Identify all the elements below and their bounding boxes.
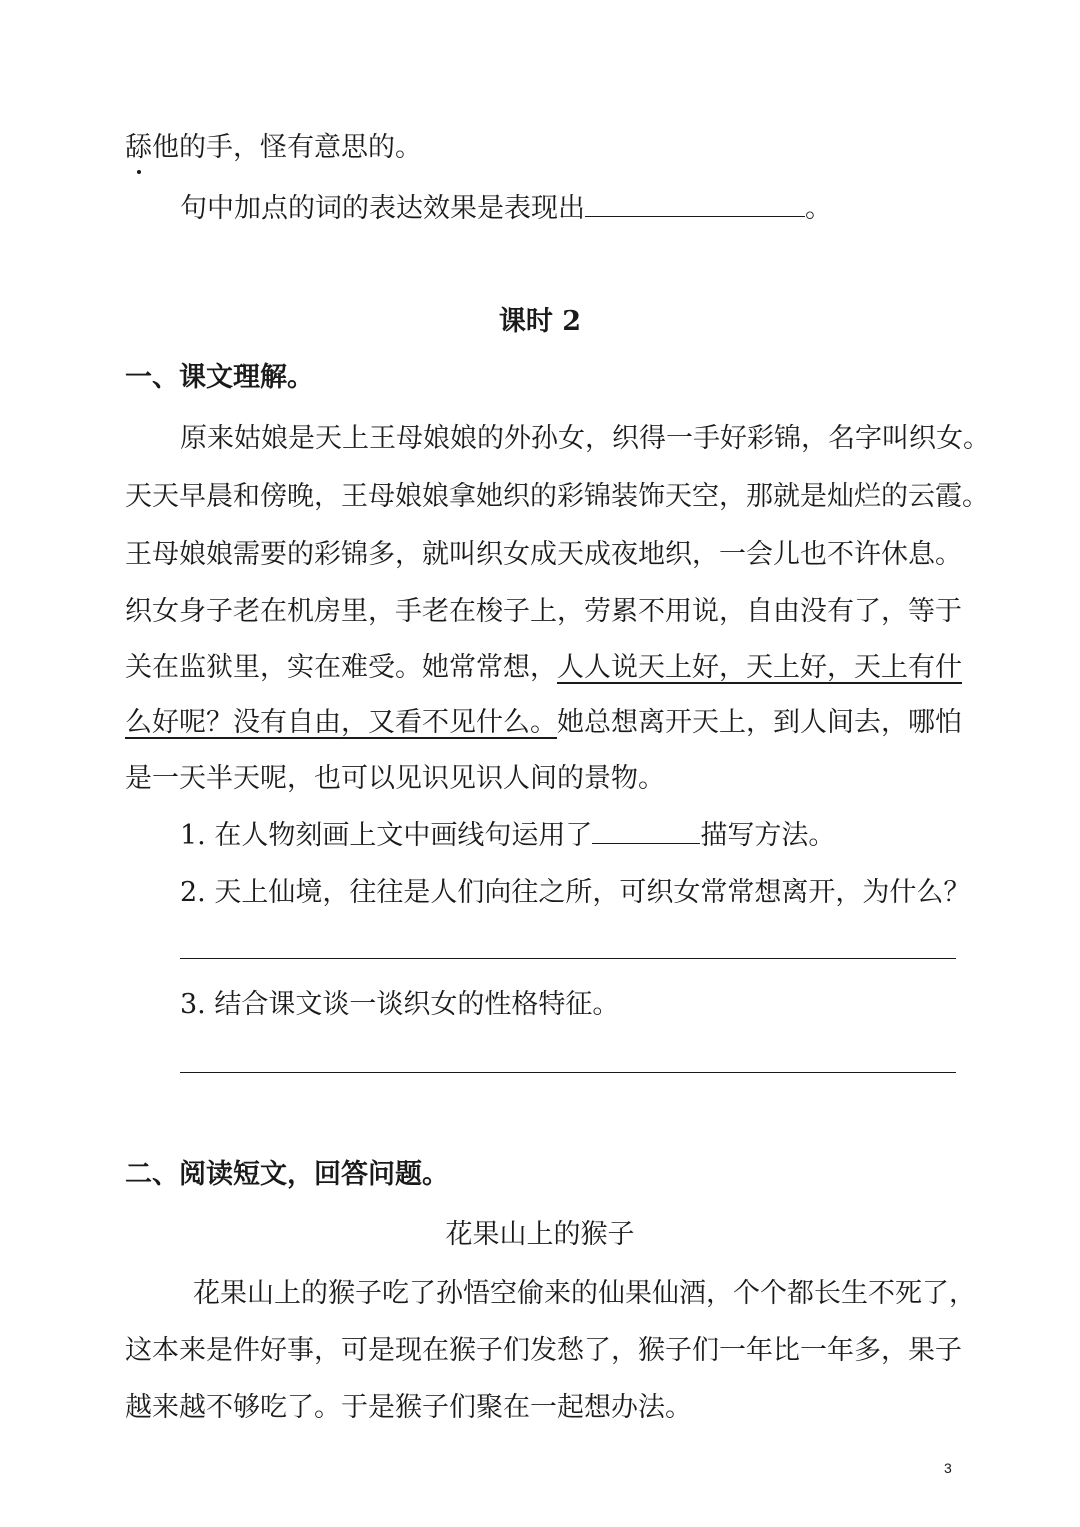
passage-line: 原来姑娘是天上王母娘娘的外孙女，织得一手好彩锦，名字叫织女。 (180, 423, 990, 454)
answer-blank-q1[interactable] (592, 815, 700, 844)
story-line: 越来越不够吃了。于是猴子们聚在一起想办法。 (125, 1392, 692, 1423)
passage-line: 是一天半天呢，也可以见识见识人间的景物。 (125, 763, 665, 794)
passage-line (125, 703, 962, 743)
question-1-text: 1. 在人物刻画上文中画线句运用了 (180, 820, 593, 851)
passage-line: 王母娘娘需要的彩锦多，就叫织女成天成夜地织，一会儿也不许休息。 (125, 539, 962, 570)
question-2: 2. 天上仙境，往往是人们向往之所，可织女常常想离开，为什么？ (180, 877, 971, 908)
lesson-title: 课时 2 (498, 306, 582, 337)
underlined-sentence: 么好呢？没有自由，又看不见什么。 (125, 707, 557, 738)
story-line: 花果山上的猴子吃了孙悟空偷来的仙果仙酒，个个都长生不死了， (193, 1278, 976, 1309)
question-1-end: 描写方法。 (700, 820, 836, 851)
continued-sentence (125, 128, 422, 168)
expression-question (180, 188, 832, 229)
answer-line-q2[interactable] (180, 958, 956, 959)
continued-sentence-text: 他的手，怪有意思的。 (152, 132, 422, 163)
section2-heading: 二、阅读短文，回答问题。 (125, 1159, 449, 1190)
passage-line: 天天早晨和傍晚，王母娘娘拿她织的彩锦装饰天空，那就是灿烂的云霞。 (125, 481, 989, 512)
underlined-sentence: 人人说天上好，天上好，天上有什 (557, 652, 962, 683)
section1-heading: 一、课文理解。 (125, 362, 314, 393)
story-title: 花果山上的猴子 (445, 1219, 635, 1250)
expression-question-end: 。 (805, 193, 832, 224)
passage-text: 她总想离开天上，到人间去，哪怕 (557, 707, 962, 738)
answer-line-q3[interactable] (180, 1072, 956, 1073)
passage-text: 关在监狱里，实在难受。她常常想， (125, 652, 557, 683)
dotted-word: 舔 (125, 128, 152, 168)
passage-line: 织女身子老在机房里，手老在梭子上，劳累不用说，自由没有了，等于 (125, 596, 962, 627)
question-3: 3. 结合课文谈一谈织女的性格特征。 (180, 989, 620, 1020)
page-number: 3 (944, 1460, 952, 1476)
expression-question-text: 句中加点的词的表达效果是表现出 (180, 193, 585, 224)
answer-blank-expression[interactable] (585, 188, 805, 217)
story-line: 这本来是件好事，可是现在猴子们发愁了，猴子们一年比一年多，果子 (125, 1335, 962, 1366)
question-1 (180, 815, 835, 856)
passage-line (125, 648, 962, 688)
